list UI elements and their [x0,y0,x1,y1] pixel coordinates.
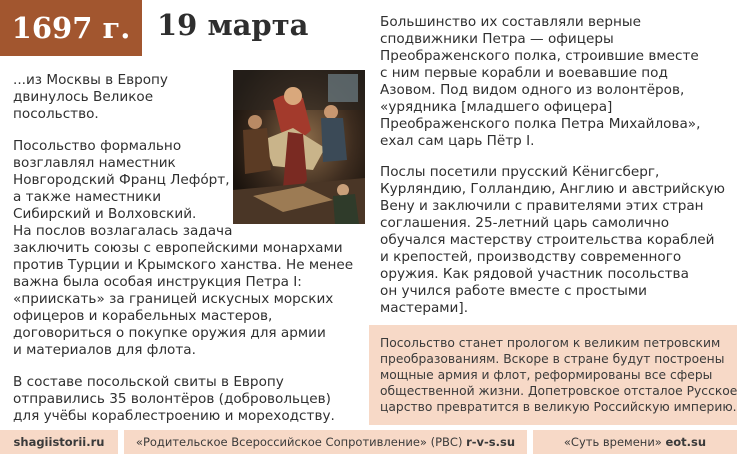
callout-line-2: преобразованиям. Вскоре в стране будут построены [380,352,725,366]
footer-eot-site: eot.su [665,435,707,449]
right-para1-line-2: сподвижники Петра — офицеры [380,31,614,47]
conclusion-callout [369,325,737,425]
right-para1-line-1: Большинство их составляли верные [380,14,641,30]
right-para2-line-5: обучался мастерству строительства кораблей [380,232,715,248]
year-badge: 1697 г. [0,0,142,56]
right-para2-line-9: мастерами]. [380,300,469,316]
callout-line-3: мощные армия и флот, реформированы все сферы [380,368,713,382]
para2-line-9: важна была особая инструкция Петра I: [13,274,302,290]
callout-line-4: общественной жизни. Допетровское отсталое Русское [380,384,737,398]
para2-line-3: Новгородский Франц Лефóрт, [13,172,230,188]
date-title: 19 марта [157,8,309,42]
callout-line-5: царство превратится в великую Российскую империю. [380,400,737,414]
para2-line-5: Сибирский и Волховский. [13,206,197,222]
intro-line-1: ...из Москвы в Европу [13,72,168,88]
para2-line-8: против Турции и Крымского ханства. Не менее [13,257,354,273]
footer-site-text: shagiistorii.ru [13,435,105,449]
para2-line-6: На послов возлагалась задача [13,223,233,239]
right-para2-line-7: оружия. Как рядовой участник посольства [380,266,689,282]
right-para1-line-3: Преображенского полка, строившие вместе [380,48,699,64]
para3-line-2: отправились 35 волонтёров (добровольцев) [13,391,331,407]
footer-rvs-site: r-v-s.su [466,435,516,449]
painting-illustration [233,70,365,224]
right-para1-line-6: «урядника [младшего офицера] [380,99,613,115]
para3-line-1: В составе посольской свиты в Европу [13,374,284,390]
right-para1-line-8: ехал сам царь Пётр I. [380,133,535,149]
para2-line-10: «приискать» за границей искусных морских [13,291,334,307]
right-para2-line-1: Послы посетили прусский Кёнигсберг, [380,164,660,180]
footer-rvs-text: «Родительское Всероссийское Сопротивление» (РВС) [135,435,467,449]
right-para1-line-4: с ним первые корабли и воевавшие под [380,65,668,81]
para2-line-7: заключить союзы с европейскими монархами [13,240,343,256]
right-para2-line-6: и крепостей, производству современного [380,249,682,265]
callout-line-1: Посольство станет прологом к великим петровским [380,336,721,350]
right-para1-line-7: Преображенского полка Петра Михайлова», [380,116,701,132]
para2-line-2: возглавлял наместник [13,155,176,171]
para3-line-3: для учёбы кораблестроению и мореходству. [13,408,335,424]
para2-line-1: Посольство формально [13,138,182,154]
footer-eot-link[interactable] [533,430,737,454]
right-para2-line-4: соглашения. 25-летний царь самолично [380,215,670,231]
para2-line-12: договориться о покупке оружия для армии [13,325,326,341]
intro-line-3: посольство. [13,106,99,122]
para2-line-13: и материалов для флота. [13,342,196,358]
footer-site-link[interactable] [0,430,118,454]
footer-rvs-link[interactable] [124,430,527,454]
para2-line-4: а также наместники [13,189,162,205]
right-para2-line-8: он учился работе вместе с простыми [380,283,647,299]
right-para2-line-3: Вену и заключили с правителями этих стран [380,198,704,214]
intro-line-2: двинулось Великое [13,89,154,105]
right-para2-line-2: Курляндию, Голландию, Англию и австрийскую [380,181,725,197]
footer [0,428,737,455]
para2-line-11: офицеров и корабельных мастеров, [13,308,273,324]
right-para1-line-5: Азовом. Под видом одного из волонтёров, [380,82,685,98]
footer-eot-text: «Суть времени» [563,435,666,449]
